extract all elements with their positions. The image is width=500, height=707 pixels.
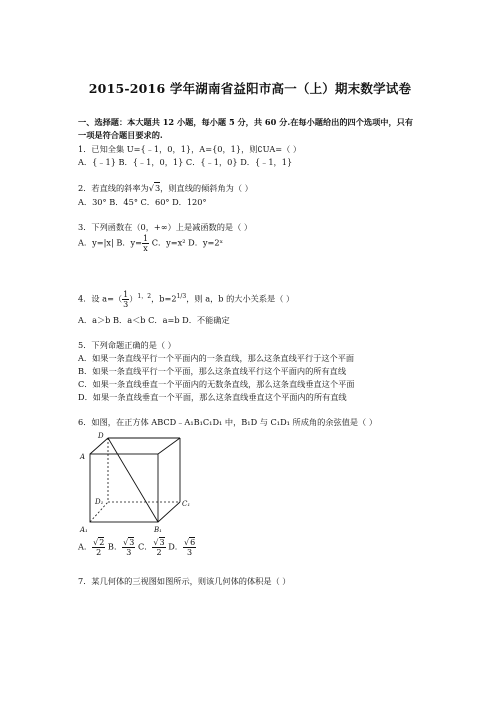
question-5-option-c: C．如果一条直线垂直一个平面内的无数条直线，那么这条直线垂直这个平面 <box>78 379 355 389</box>
question-1-options: A．{﹣1} B．{﹣1，0，1} C．{﹣1，0} D．{﹣1，1} <box>78 157 293 167</box>
question-2-radicand: 3 <box>154 183 161 193</box>
fraction-denominator: 3 <box>126 548 132 557</box>
label-C1: C₁ <box>182 500 191 508</box>
question-4-stem-a: 4．设 a=（ <box>78 293 123 304</box>
question-5-option-a: A．如果一条直线平行一个平面内的一条直线，那么这条直线平行于这个平面 <box>78 353 355 363</box>
question-3-stem: 3．下列函数在（0，+∞）上是减函数的是（ ） <box>78 222 253 232</box>
cube-diagram <box>78 430 198 538</box>
label-A1: A₁ <box>80 526 88 534</box>
fraction-numerator: √3 <box>153 538 165 547</box>
question-7-stem: 7．某几何体的三视图如图所示，则该几何体的体积是（ ） <box>78 576 291 586</box>
question-3-options <box>78 234 223 253</box>
question-4-exponent-a: 1，2 <box>137 292 152 300</box>
radicand: 2 <box>99 538 105 547</box>
question-4-stem-c: ，则 a，b 的大小关系是（ ） <box>186 293 295 304</box>
question-2-stem-a: 2．若直线的斜率为 <box>78 183 149 193</box>
question-4-options: A．a＞b B．a＜b C．a=b D．不能确定 <box>78 315 230 325</box>
question-4-stem <box>78 290 294 309</box>
radicand: 3 <box>159 538 165 547</box>
fraction-denominator: 2 <box>96 548 102 557</box>
question-2-options: A．30° B．45° C．60° D．120° <box>78 197 207 207</box>
fraction-numerator: 1 <box>143 234 149 243</box>
option-c-fraction <box>152 538 165 557</box>
question-6-option-b: B． <box>107 541 123 552</box>
question-3-option-a: A．y=|x| B．y= <box>78 237 143 248</box>
label-D: D <box>98 432 104 440</box>
fraction-denominator: 3 <box>123 300 129 309</box>
question-6-options <box>78 538 196 557</box>
section-heading-line2: 一项是符合题目要求的. <box>78 130 163 140</box>
question-2-stem-b: ，则直线的倾斜角为（ ） <box>160 183 253 193</box>
question-4-stem-b: ，b=2 <box>151 293 177 304</box>
question-6-option-c: C． <box>137 541 153 552</box>
question-6-stem: 6．如图，在正方体 ABCD﹣A₁B₁C₁D₁ 中，B₁D 与 C₁D₁ 所成角的余弦值是（ ） <box>78 417 378 427</box>
question-5-option-b: B．如果一条直线平行一个平面，那么这条直线平行这个平面内的所有直线 <box>78 366 347 376</box>
fraction-numerator: √6 <box>183 538 196 547</box>
question-2-stem <box>78 183 253 194</box>
radicand: 3 <box>129 538 135 547</box>
option-a-fraction <box>92 538 105 557</box>
fraction-numerator: 1 <box>123 290 129 299</box>
sqrt-symbol: √ <box>148 183 154 193</box>
fraction-denominator: 2 <box>156 548 162 557</box>
fraction-numerator: √3 <box>123 538 135 547</box>
section-heading-line1: 一、选择题：本大题共 12 小题，每小题 5 分，共 60 分.在每小题给出的四个选项中，只有 <box>78 117 414 127</box>
label-A: A <box>80 453 86 461</box>
question-4-exponent-b: 1/3 <box>176 292 187 300</box>
cube-figure <box>78 430 198 538</box>
fraction-numerator: √2 <box>93 538 105 547</box>
question-5-option-d: D．如果一条直线垂直一个平面，那么这条直线垂直这个平面内的所有直线 <box>78 392 347 402</box>
label-B1: B₁ <box>154 526 162 534</box>
fraction-denominator: 3 <box>187 548 193 557</box>
exam-title: 2015-2016 学年湖南省益阳市高一（上）期末数学试卷 <box>88 81 412 96</box>
option-b-fraction <box>122 538 135 557</box>
question-5-stem: 5．下列命题正确的是（ ） <box>78 340 176 350</box>
question-1-stem: 1．已知全集 U={﹣1，0，1}，A={0，1}，则∁UA=（ ） <box>78 144 302 154</box>
label-D1: D₁ <box>95 498 104 506</box>
question-6-option-a: A． <box>78 541 93 552</box>
question-4-paren-close: ） <box>129 293 138 304</box>
fraction-denominator: x <box>143 244 148 253</box>
question-3-option-rest: C．y=x² D．y=2ˣ <box>149 237 224 248</box>
question-6-option-d: D． <box>168 541 183 552</box>
option-d-fraction <box>183 538 196 557</box>
radicand: 6 <box>190 538 196 547</box>
